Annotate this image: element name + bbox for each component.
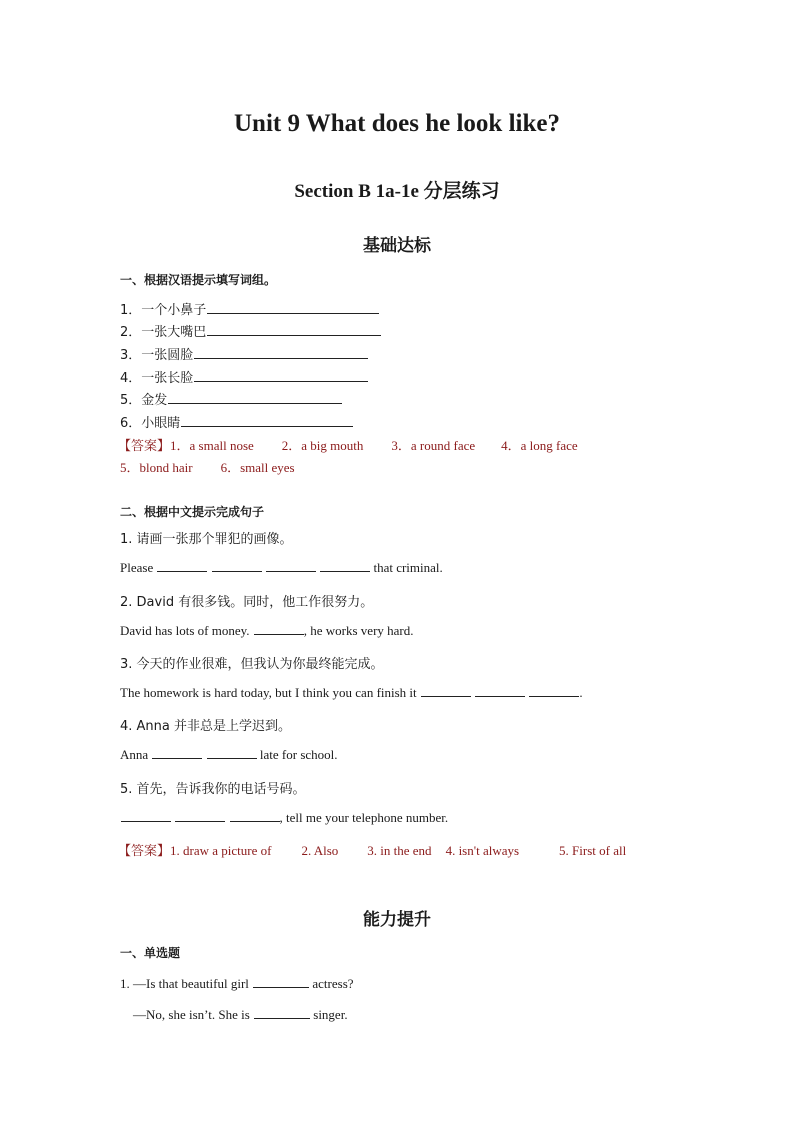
sentence-text: . bbox=[579, 685, 583, 700]
item-text: 2．一张大嘴巴 bbox=[120, 325, 207, 340]
item-text: 6．小眼睛 bbox=[120, 416, 181, 431]
answer-blank[interactable] bbox=[254, 1006, 310, 1019]
answer-blank[interactable] bbox=[266, 559, 316, 572]
answer-blank[interactable] bbox=[157, 559, 207, 572]
part1-item-2 bbox=[120, 321, 381, 340]
sentence-text: —No, she isn’t. She is bbox=[133, 1007, 250, 1022]
answer-blank[interactable] bbox=[253, 975, 309, 988]
section-heading-advanced: 能力提升 bbox=[363, 910, 431, 930]
part2-q1-chinese: 1. 请画一张那个罪犯的画像。 bbox=[120, 532, 293, 547]
part2-q3-chinese: 3. 今天的作业很难，但我认为你最终能完成。 bbox=[120, 657, 384, 672]
answer-item: 4．a long face bbox=[501, 438, 578, 453]
sentence-text: late for school. bbox=[259, 747, 338, 762]
part1-item-3 bbox=[120, 344, 368, 363]
part3-heading: 一、单选题 bbox=[120, 946, 181, 960]
part2-q1-english bbox=[120, 559, 443, 576]
sentence-text: David has lots of money. bbox=[120, 623, 250, 638]
answer-item: 5. First of all bbox=[559, 843, 627, 858]
answer-item: 1. draw a picture of bbox=[170, 843, 272, 858]
sentence-text: The homework is hard today, but I think you can finish it bbox=[120, 685, 417, 700]
answer-blank[interactable] bbox=[121, 809, 171, 822]
answer-blank[interactable] bbox=[529, 684, 579, 697]
answer-item: 4. isn't always bbox=[445, 843, 520, 858]
answer-tag: 【答案】 bbox=[118, 844, 171, 859]
item-text: 5．金发 bbox=[120, 393, 168, 408]
answer-item: 2. Also bbox=[301, 843, 339, 858]
item-text: 1．一个小鼻子 bbox=[120, 303, 207, 318]
part2-q5-english bbox=[120, 809, 448, 826]
part2-q5-chinese: 5. 首先，告诉我你的电话号码。 bbox=[120, 782, 306, 797]
answer-blank[interactable] bbox=[212, 559, 262, 572]
part1-heading: 一、根据汉语提示填写词组。 bbox=[120, 273, 277, 287]
answer-blank[interactable] bbox=[168, 391, 342, 404]
answer-blank[interactable] bbox=[320, 559, 370, 572]
answer-blank[interactable] bbox=[207, 301, 379, 314]
answer-item: 5．blond hair bbox=[120, 460, 193, 475]
answer-blank[interactable] bbox=[207, 323, 381, 336]
part1-item-5 bbox=[120, 389, 342, 408]
answer-blank[interactable] bbox=[194, 346, 368, 359]
page-title: Unit 9 What does he look like? bbox=[234, 110, 560, 137]
answer-item: 3. in the end bbox=[367, 843, 432, 858]
sentence-text: singer. bbox=[313, 1007, 348, 1022]
sentence-text: actress? bbox=[312, 976, 354, 991]
part2-answer-line bbox=[118, 840, 626, 859]
answer-item: 3．a round face bbox=[391, 438, 476, 453]
answer-blank[interactable] bbox=[230, 809, 280, 822]
answer-blank[interactable] bbox=[207, 746, 257, 759]
page-subtitle: Section B 1a-1e 分层练习 bbox=[294, 181, 500, 202]
answer-tag: 【答案】 bbox=[118, 439, 171, 454]
sentence-text: Anna bbox=[120, 747, 149, 762]
answer-blank[interactable] bbox=[181, 414, 353, 427]
part2-q2-chinese: 2. David 有很多钱。同时，他工作很努力。 bbox=[120, 595, 374, 610]
answer-blank[interactable] bbox=[175, 809, 225, 822]
sentence-text: , he works very hard. bbox=[303, 623, 414, 638]
answer-blank[interactable] bbox=[194, 369, 368, 382]
answer-blank[interactable] bbox=[152, 746, 202, 759]
sentence-text: 1. —Is that beautiful girl bbox=[120, 976, 249, 991]
part1-answer-line-1 bbox=[118, 435, 578, 454]
part3-q1-line-2 bbox=[133, 1006, 348, 1023]
part1-item-6 bbox=[120, 412, 353, 431]
section-heading-basic: 基础达标 bbox=[363, 236, 431, 256]
part1-answer-line-2 bbox=[120, 457, 295, 476]
part2-q4-english bbox=[120, 746, 338, 763]
part3-q1-line-1 bbox=[120, 975, 354, 992]
part2-q2-english bbox=[120, 622, 414, 639]
part1-item-1 bbox=[120, 299, 379, 318]
answer-blank[interactable] bbox=[254, 622, 304, 635]
answer-item: 2．a big mouth bbox=[281, 438, 364, 453]
part2-q4-chinese: 4. Anna 并非总是上学迟到。 bbox=[120, 719, 292, 734]
item-text: 3．一张圆脸 bbox=[120, 348, 194, 363]
part2-q3-english bbox=[120, 684, 583, 701]
part2-heading: 二、根据中文提示完成句子 bbox=[120, 505, 265, 519]
item-text: 4．一张长脸 bbox=[120, 371, 194, 386]
sentence-text: , tell me your telephone number. bbox=[279, 810, 449, 825]
answer-blank[interactable] bbox=[475, 684, 525, 697]
answer-blank[interactable] bbox=[421, 684, 471, 697]
answer-item: 1．a small nose bbox=[170, 438, 254, 453]
part1-item-4 bbox=[120, 367, 368, 386]
sentence-text: Please bbox=[120, 560, 154, 575]
answer-item: 6．small eyes bbox=[220, 460, 295, 475]
sentence-text: that criminal. bbox=[373, 560, 443, 575]
